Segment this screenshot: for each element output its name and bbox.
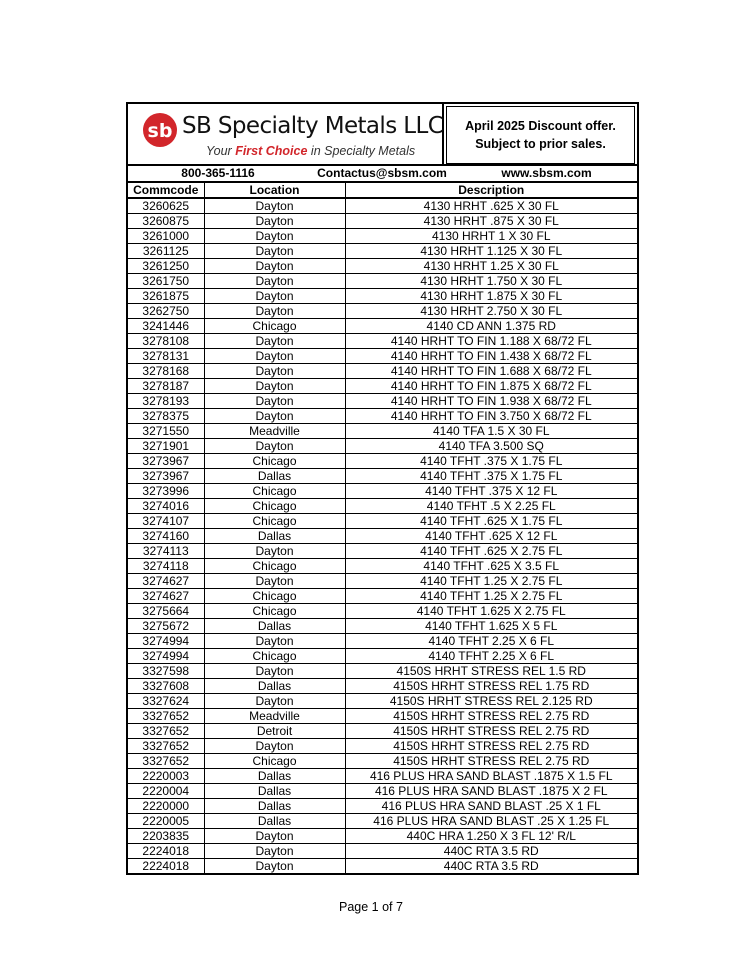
cell-location: Dayton [204, 349, 345, 364]
cell-description: 4140 TFHT .5 X 2.25 FL [345, 499, 637, 514]
cell-location: Chicago [204, 559, 345, 574]
cell-commcode: 2203835 [128, 829, 204, 844]
table-row [128, 289, 637, 304]
cell-location: Dayton [204, 214, 345, 229]
cell-location: Chicago [204, 499, 345, 514]
col-header-location: Location [204, 183, 345, 198]
cell-commcode: 3274994 [128, 634, 204, 649]
cell-description: 4150S HRHT STRESS REL 2.75 RD [345, 754, 637, 769]
table-row [128, 259, 637, 274]
cell-commcode: 3278168 [128, 364, 204, 379]
cell-location: Dallas [204, 529, 345, 544]
cell-description: 416 PLUS HRA SAND BLAST .25 X 1.25 FL [345, 814, 637, 829]
cell-commcode: 2224018 [128, 859, 204, 874]
cell-location: Detroit [204, 724, 345, 739]
cell-description: 4140 TFHT .375 X 12 FL [345, 484, 637, 499]
cell-commcode: 3261875 [128, 289, 204, 304]
cell-commcode: 3274627 [128, 574, 204, 589]
table-row [128, 379, 637, 394]
cell-location: Dayton [204, 274, 345, 289]
cell-location: Dayton [204, 739, 345, 754]
cell-location: Dayton [204, 844, 345, 859]
table-row [128, 439, 637, 454]
table-row [128, 799, 637, 814]
cell-location: Chicago [204, 454, 345, 469]
cell-location: Chicago [204, 754, 345, 769]
cell-commcode: 3278193 [128, 394, 204, 409]
cell-location: Dayton [204, 574, 345, 589]
cell-description: 4130 HRHT 1.750 X 30 FL [345, 274, 637, 289]
table-row [128, 244, 637, 259]
inventory-table [128, 183, 637, 873]
cell-commcode: 2220000 [128, 799, 204, 814]
table-header-row [128, 183, 637, 198]
table-row [128, 529, 637, 544]
table-row [128, 619, 637, 634]
table-row [128, 499, 637, 514]
cell-commcode: 3273967 [128, 454, 204, 469]
col-header-description: Description [345, 183, 637, 198]
cell-location: Dallas [204, 619, 345, 634]
cell-description: 4140 HRHT TO FIN 1.438 X 68/72 FL [345, 349, 637, 364]
cell-description: 440C HRA 1.250 X 3 FL 12' R/L [345, 829, 637, 844]
cell-commcode: 3278187 [128, 379, 204, 394]
cell-description: 4140 HRHT TO FIN 1.938 X 68/72 FL [345, 394, 637, 409]
cell-location: Meadville [204, 709, 345, 724]
table-row [128, 304, 637, 319]
cell-description: 4150S HRHT STRESS REL 2.75 RD [345, 739, 637, 754]
cell-commcode: 2220004 [128, 784, 204, 799]
table-row [128, 274, 637, 289]
cell-commcode: 3327598 [128, 664, 204, 679]
table-row [128, 349, 637, 364]
cell-description: 4140 TFHT .625 X 1.75 FL [345, 514, 637, 529]
col-header-commcode: Commcode [128, 183, 204, 198]
cell-description: 440C RTA 3.5 RD [345, 844, 637, 859]
table-row [128, 424, 637, 439]
cell-commcode: 3261750 [128, 274, 204, 289]
cell-commcode: 3278108 [128, 334, 204, 349]
cell-commcode: 3261250 [128, 259, 204, 274]
cell-commcode: 3327624 [128, 694, 204, 709]
cell-commcode: 3278131 [128, 349, 204, 364]
cell-location: Dayton [204, 229, 345, 244]
cell-commcode: 3273967 [128, 469, 204, 484]
cell-commcode: 3260875 [128, 214, 204, 229]
table-row [128, 859, 637, 874]
cell-description: 4140 TFHT .625 X 3.5 FL [345, 559, 637, 574]
offer-notice [444, 104, 637, 164]
cell-commcode: 3241446 [128, 319, 204, 334]
cell-description: 4140 HRHT TO FIN 1.875 X 68/72 FL [345, 379, 637, 394]
company-logo [128, 104, 444, 164]
cell-commcode: 3274016 [128, 499, 204, 514]
cell-location: Dallas [204, 784, 345, 799]
cell-location: Dayton [204, 364, 345, 379]
table-row [128, 724, 637, 739]
table-row [128, 769, 637, 784]
cell-commcode: 3275672 [128, 619, 204, 634]
cell-description: 4150S HRHT STRESS REL 2.125 RD [345, 694, 637, 709]
table-row [128, 229, 637, 244]
cell-description: 416 PLUS HRA SAND BLAST .25 X 1 FL [345, 799, 637, 814]
cell-description: 4150S HRHT STRESS REL 1.5 RD [345, 664, 637, 679]
table-row [128, 754, 637, 769]
cell-description: 4150S HRHT STRESS REL 2.75 RD [345, 709, 637, 724]
cell-description: 4140 HRHT TO FIN 1.188 X 68/72 FL [345, 334, 637, 349]
company-name: SB Specialty Metals LLC [182, 113, 444, 139]
sb-logo-icon [142, 112, 178, 148]
cell-description: 4140 TFHT .375 X 1.75 FL [345, 469, 637, 484]
table-row [128, 198, 637, 214]
cell-location: Chicago [204, 484, 345, 499]
cell-commcode: 3274994 [128, 649, 204, 664]
cell-commcode: 2220003 [128, 769, 204, 784]
cell-location: Dallas [204, 469, 345, 484]
page-number: Page 1 of 7 [339, 900, 403, 914]
cell-description: 4140 TFHT 2.25 X 6 FL [345, 649, 637, 664]
cell-commcode: 3275664 [128, 604, 204, 619]
cell-description: 4140 TFHT .625 X 2.75 FL [345, 544, 637, 559]
cell-description: 4140 TFHT 1.625 X 5 FL [345, 619, 637, 634]
cell-location: Dayton [204, 859, 345, 874]
cell-location: Dayton [204, 304, 345, 319]
table-row [128, 394, 637, 409]
table-row [128, 664, 637, 679]
cell-description: 4130 HRHT 1.25 X 30 FL [345, 259, 637, 274]
cell-description: 4140 TFA 1.5 X 30 FL [345, 424, 637, 439]
cell-commcode: 3273996 [128, 484, 204, 499]
cell-location: Chicago [204, 604, 345, 619]
cell-commcode: 3274160 [128, 529, 204, 544]
table-row [128, 454, 637, 469]
cell-commcode: 3274627 [128, 589, 204, 604]
company-tagline: Your First Choice in Specialty Metals [206, 144, 416, 158]
cell-description: 4150S HRHT STRESS REL 2.75 RD [345, 724, 637, 739]
cell-description: 4130 HRHT 1 X 30 FL [345, 229, 637, 244]
cell-location: Dayton [204, 544, 345, 559]
cell-commcode: 2224018 [128, 844, 204, 859]
contact-bar [128, 166, 637, 183]
table-row [128, 649, 637, 664]
table-row [128, 589, 637, 604]
website-url: www.sbsm.com [501, 166, 592, 180]
cell-commcode: 3274113 [128, 544, 204, 559]
table-row [128, 409, 637, 424]
cell-commcode: 3327652 [128, 739, 204, 754]
cell-commcode: 3260625 [128, 198, 204, 214]
cell-description: 4130 HRHT .875 X 30 FL [345, 214, 637, 229]
cell-description: 4140 TFHT 1.25 X 2.75 FL [345, 574, 637, 589]
cell-commcode: 3271550 [128, 424, 204, 439]
table-row [128, 694, 637, 709]
cell-description: 4140 TFHT 1.25 X 2.75 FL [345, 589, 637, 604]
cell-location: Dallas [204, 769, 345, 784]
offer-line-1: April 2025 Discount offer. [465, 119, 616, 133]
table-row [128, 319, 637, 334]
cell-location: Dayton [204, 334, 345, 349]
cell-location: Dayton [204, 439, 345, 454]
cell-location: Dayton [204, 259, 345, 274]
table-row [128, 814, 637, 829]
table-row [128, 739, 637, 754]
cell-description: 4140 HRHT TO FIN 3.750 X 68/72 FL [345, 409, 637, 424]
cell-location: Dayton [204, 198, 345, 214]
table-row [128, 574, 637, 589]
cell-commcode: 3274107 [128, 514, 204, 529]
cell-commcode: 3274118 [128, 559, 204, 574]
cell-commcode: 3327652 [128, 709, 204, 724]
table-row [128, 559, 637, 574]
cell-commcode: 3261125 [128, 244, 204, 259]
table-row [128, 364, 637, 379]
phone-number: 800-365-1116 [181, 166, 255, 180]
sheet-header [128, 104, 637, 166]
cell-description: 416 PLUS HRA SAND BLAST .1875 X 2 FL [345, 784, 637, 799]
cell-commcode: 3271901 [128, 439, 204, 454]
cell-location: Dayton [204, 244, 345, 259]
cell-location: Dayton [204, 694, 345, 709]
cell-description: 4140 TFHT .625 X 12 FL [345, 529, 637, 544]
table-row [128, 844, 637, 859]
table-row [128, 469, 637, 484]
table-row [128, 679, 637, 694]
cell-commcode: 2220005 [128, 814, 204, 829]
cell-description: 416 PLUS HRA SAND BLAST .1875 X 1.5 FL [345, 769, 637, 784]
cell-description: 4140 TFHT 2.25 X 6 FL [345, 634, 637, 649]
cell-commcode: 3327652 [128, 724, 204, 739]
cell-location: Dayton [204, 409, 345, 424]
cell-location: Chicago [204, 649, 345, 664]
cell-description: 440C RTA 3.5 RD [345, 859, 637, 874]
cell-commcode: 3327652 [128, 754, 204, 769]
cell-location: Chicago [204, 514, 345, 529]
table-row [128, 634, 637, 649]
cell-location: Meadville [204, 424, 345, 439]
cell-description: 4140 TFHT .375 X 1.75 FL [345, 454, 637, 469]
table-row [128, 544, 637, 559]
cell-location: Dayton [204, 289, 345, 304]
cell-description: 4130 HRHT 1.875 X 30 FL [345, 289, 637, 304]
table-row [128, 334, 637, 349]
cell-location: Dallas [204, 679, 345, 694]
cell-commcode: 3261000 [128, 229, 204, 244]
cell-description: 4140 CD ANN 1.375 RD [345, 319, 637, 334]
tagline-highlight: First Choice [235, 144, 308, 158]
cell-location: Dayton [204, 664, 345, 679]
cell-description: 4140 TFA 3.500 SQ [345, 439, 637, 454]
cell-commcode: 3278375 [128, 409, 204, 424]
table-row [128, 709, 637, 724]
table-row [128, 829, 637, 844]
cell-location: Dallas [204, 814, 345, 829]
cell-location: Dayton [204, 394, 345, 409]
table-row [128, 784, 637, 799]
cell-description: 4150S HRHT STRESS REL 1.75 RD [345, 679, 637, 694]
logo-letters: sb [147, 120, 173, 142]
discount-sheet [126, 102, 639, 875]
cell-description: 4140 TFHT 1.625 X 2.75 FL [345, 604, 637, 619]
table-row [128, 514, 637, 529]
cell-commcode: 3262750 [128, 304, 204, 319]
offer-line-2: Subject to prior sales. [475, 137, 606, 151]
table-row [128, 484, 637, 499]
cell-location: Chicago [204, 589, 345, 604]
cell-location: Dayton [204, 379, 345, 394]
cell-location: Chicago [204, 319, 345, 334]
cell-description: 4130 HRHT 2.750 X 30 FL [345, 304, 637, 319]
cell-description: 4130 HRHT .625 X 30 FL [345, 198, 637, 214]
table-row [128, 214, 637, 229]
cell-description: 4130 HRHT 1.125 X 30 FL [345, 244, 637, 259]
cell-location: Dayton [204, 634, 345, 649]
contact-email: Contactus@sbsm.com [317, 166, 447, 180]
cell-commcode: 3327608 [128, 679, 204, 694]
cell-description: 4140 HRHT TO FIN 1.688 X 68/72 FL [345, 364, 637, 379]
cell-location: Dallas [204, 799, 345, 814]
cell-location: Dayton [204, 829, 345, 844]
table-row [128, 604, 637, 619]
